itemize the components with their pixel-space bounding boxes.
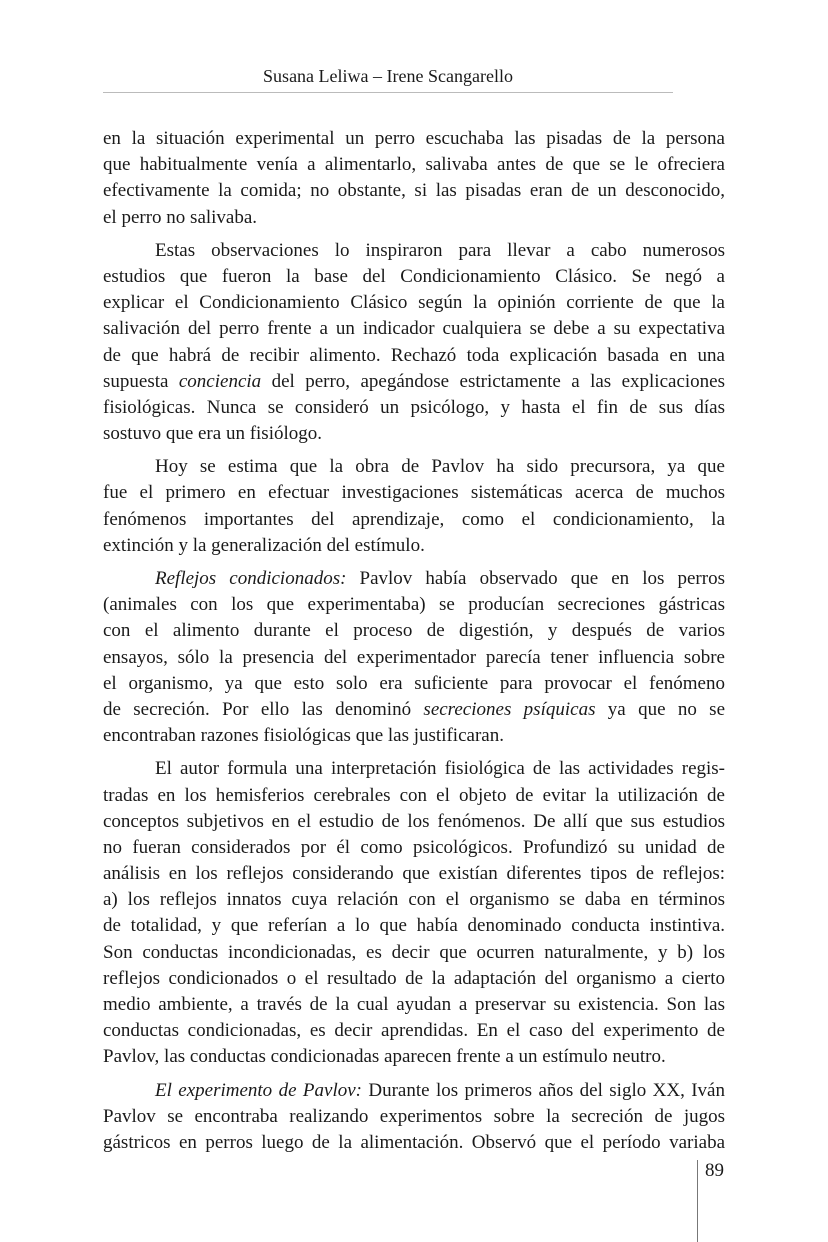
text-segment: Durante los primeros años del siglo XX, Iván: [361, 1079, 725, 1101]
text-line: [103, 1130, 725, 1156]
text-line: [103, 618, 725, 644]
text-segment: explicar el Condicionamiento Clásico según la opinión corriente de que la: [103, 292, 725, 314]
text-line: [103, 592, 725, 618]
running-header: Susana Leliwa – Irene Scangarello: [263, 66, 513, 86]
italic-text: conciencia: [178, 370, 262, 392]
text-line: [103, 966, 725, 992]
text-segment: fue el primero en efectuar investigaciones sistemáticas acerca de muchos: [103, 482, 725, 504]
text-segment: extinción y la generalización del estímulo.: [103, 534, 425, 556]
text-line: [103, 152, 725, 178]
text-segment: con el alimento durante el proceso de digestión, y después de varios: [103, 620, 725, 642]
text-segment: estudios que fueron la base del Condicionamiento Clásico. Se negó a: [103, 265, 725, 287]
text-line: [103, 723, 725, 749]
text-line: [103, 1018, 725, 1044]
text-line: [103, 913, 725, 939]
text-line: [103, 205, 725, 231]
text-line: [103, 992, 725, 1018]
text-line: [103, 290, 725, 316]
text-segment: no fueran considerados por él como psicológicos. Profundizó su unidad de: [103, 836, 725, 858]
text-line: [103, 887, 725, 913]
text-segment: tradas en los hemisferios cerebrales con el objeto de evitar la utilización de: [103, 784, 725, 806]
text-segment: conceptos subjetivos en el estudio de los fenómenos. De allí que sus estudios: [103, 810, 725, 832]
text-segment: salivación del perro frente a un indicador cualquiera se debe a su expectativa: [103, 318, 725, 340]
text-line: [103, 126, 725, 152]
text-line: [103, 566, 725, 592]
text-segment: de secreción. Por ello las denominó: [103, 698, 424, 720]
text-segment: que habitualmente venía a alimentarlo, salivaba antes de que se le ofreciera: [103, 154, 725, 176]
text-line: [103, 940, 725, 966]
text-segment: el perro no salivaba.: [103, 206, 258, 228]
text-line: [103, 1078, 725, 1104]
text-segment: fisiológicas. Nunca se consideró un psicólogo, y hasta el fin de sus días: [103, 396, 725, 418]
italic-text: El experimento de Pavlov:: [155, 1079, 362, 1101]
text-segment: Estas observaciones lo inspiraron para llevar a cabo numerosos: [155, 239, 725, 261]
text-segment: Hoy se estima que la obra de Pavlov ha sido precursora, ya que: [155, 456, 725, 478]
italic-text: Reflejos condicionados:: [155, 568, 347, 589]
text-line: [103, 1104, 725, 1130]
text-segment: Pavlov se encontraba realizando experimentos sobre la secreción de jugos: [103, 1105, 725, 1127]
text-line: [103, 1044, 725, 1070]
paragraph: [103, 238, 725, 448]
page-number: 89: [705, 1160, 724, 1181]
header-divider: [103, 92, 673, 93]
text-line: [103, 783, 725, 809]
text-line: [103, 861, 725, 887]
text-line: [103, 316, 725, 342]
text-segment: Pavlov había observado que en los perros: [346, 568, 725, 589]
text-segment: de que habrá de recibir alimento. Rechazó toda explicación basada en una: [103, 344, 725, 366]
text-line: [103, 238, 725, 264]
text-segment: el organismo, ya que esto solo era suficiente para provocar el fenómeno: [103, 672, 725, 694]
text-segment: El autor formula una interpretación fisiológica de las actividades regis-: [155, 758, 725, 780]
text-line: [103, 264, 725, 290]
page-number-divider: [697, 1160, 698, 1242]
italic-text: secreciones psíquicas: [423, 698, 596, 720]
text-segment: Pavlov, las conductas condicionadas aparecen frente a un estímulo neutro.: [103, 1046, 666, 1068]
text-line: [103, 835, 725, 861]
text-segment: a) los reflejos innatos cuya relación con el organismo se daba en términos: [103, 889, 725, 911]
text-segment: ya que no se: [595, 698, 726, 720]
paragraph: [103, 756, 725, 1070]
text-line: [103, 507, 725, 533]
text-segment: reflejos condicionados o el resultado de la adaptación del organismo a cierto: [103, 967, 725, 989]
paragraph: [103, 566, 725, 749]
text-segment: análisis en los reflejos considerando que existían diferentes tipos de reflejos:: [103, 863, 725, 885]
text-line: [103, 671, 725, 697]
text-line: [103, 178, 725, 204]
text-line: [103, 395, 725, 421]
text-line: [103, 480, 725, 506]
text-segment: del perro, apegándose estrictamente a las explicaciones: [261, 370, 725, 392]
text-segment: sostuvo que era un fisiólogo.: [103, 423, 323, 445]
text-segment: gástricos en perros luego de la alimentación. Observó que el período variaba: [103, 1131, 725, 1153]
text-segment: Son conductas incondicionadas, es decir que ocurren naturalmente, y b) los: [103, 941, 725, 963]
text-line: [103, 697, 725, 723]
body-text: [103, 126, 725, 1163]
text-line: [103, 369, 725, 395]
text-segment: fenómenos importantes del aprendizaje, como el condicionamiento, la: [103, 508, 725, 530]
text-segment: medio ambiente, a través de la cual ayudan a preservar su existencia. Son las: [103, 994, 725, 1015]
paragraph: [103, 126, 725, 231]
text-line: [103, 756, 725, 782]
text-segment: (animales con los que experimentaba) se producían secreciones gástricas: [103, 594, 725, 616]
text-segment: de totalidad, y que referían a lo que había denominado conducta instintiva.: [103, 915, 725, 937]
text-line: [103, 809, 725, 835]
text-line: [103, 421, 725, 447]
text-segment: encontraban razones fisiológicas que las justificaran.: [103, 725, 504, 747]
text-segment: efectivamente la comida; no obstante, si las pisadas eran de un desconocido,: [103, 180, 725, 202]
text-line: [103, 343, 725, 369]
text-line: [103, 533, 725, 559]
paragraph: [103, 1078, 725, 1157]
text-segment: ensayos, sólo la presencia del experimentador parecía tener influencia sobre: [103, 646, 725, 668]
paragraph: [103, 454, 725, 559]
text-segment: supuesta: [103, 370, 179, 392]
text-segment: en la situación experimental un perro escuchaba las pisadas de la persona: [103, 128, 725, 149]
text-line: [103, 454, 725, 480]
text-segment: conductas condicionadas, es decir aprendidas. En el caso del experimento de: [103, 1020, 725, 1042]
text-line: [103, 645, 725, 671]
